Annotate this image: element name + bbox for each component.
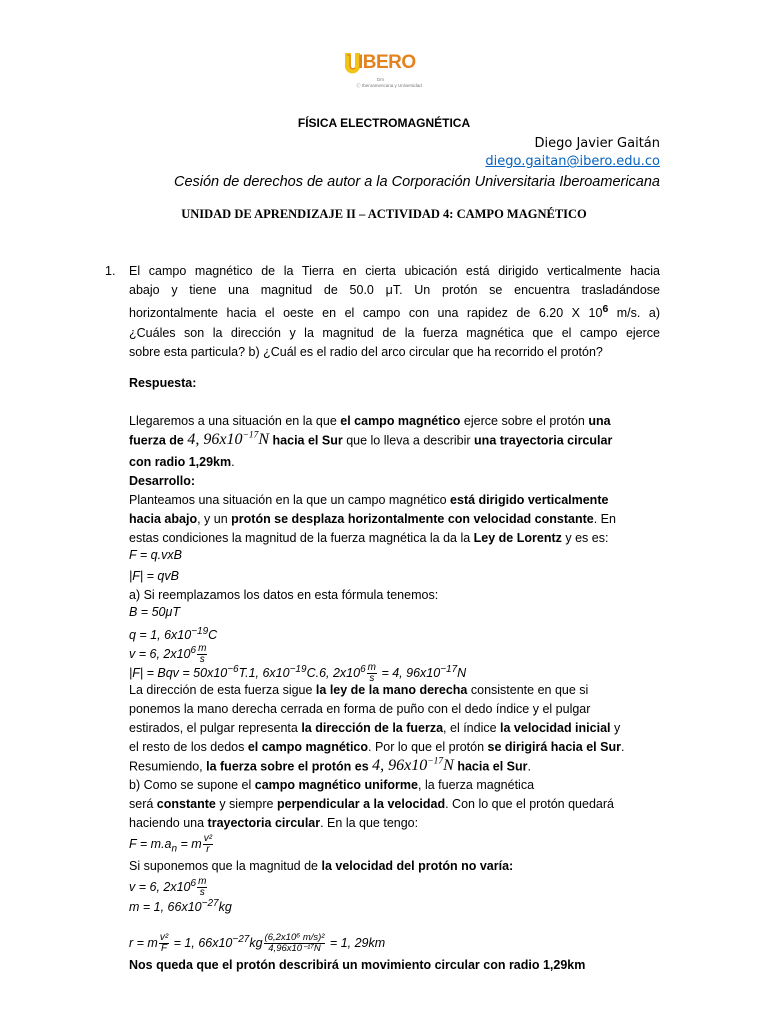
force-value: 4, $96x10^{-17}N$ [187,431,270,449]
author-email-link[interactable]: diego.gaitan@ibero.edu.co [485,154,660,169]
conclusion-line: Nos queda que el protón describirá un movimiento circular con radio 1,29km [129,958,586,972]
direction-line: estirados, el pulgar representa la dirección de la fuerza, el índice la velocidad inicial y [129,721,621,735]
part-a-intro: a) Si reemplazamos los datos en esta fórmula tenemos: [129,588,439,602]
equation-v2: v = 6, $2x10^6$ $\frac{m}{s}$ [129,876,207,899]
question-line: sobre esta particula? b) ¿Cuál es el radio del arco circular que ha recorrido el protón? [129,344,603,359]
course-title: FÍSICA ELECTROMAGNÉTICA [297,116,471,130]
equation-radius: r = m $\frac{\text{v²}}{F}$ = 1, $66x10^{-27}kg$ $\frac{\text{(6,2x10⁶ m/s)²}}{\text{4,96x10⁻¹⁷N}}$ = 1, 29km [129,932,386,955]
copyright-notice: Cesión de derechos de autor a la Corporación Universitaria Iberoamericana [173,174,660,190]
logo-tagline: Ⓒ Iberoamericana y Universidad [356,83,422,88]
answer-line: fuerza de 4, $96x10^{-17}N$ hacia el Sur que lo lleva a describir una trayectoria circular [129,431,613,449]
logo-subtext: Dm [377,77,384,82]
equation-newton: $F = m.a_n = m$ $\frac{\text{v²}}{r}$ [129,833,213,856]
answer-line: Llegaremos a una situación en la que el campo magnético ejerce sobre el protón una [129,414,611,428]
author-name: Diego Javier Gaitán [534,136,660,151]
summary-line: Resumiendo, la fuerza sobre el protón es 4, $96x10^{-17}N$ hacia el Sur. [129,757,531,775]
question-text [129,262,660,362]
assumption-line: Si suponemos que la magnitud de la velocidad del protón no varía: [129,859,514,873]
unit-title: UNIDAD DE APRENDIZAJE II – ACTIVIDAD 4: CAMPO MAGNÉTICO [181,207,587,221]
equation-q: q = 1, $6x10^{-19}C$ [129,626,218,643]
question-line: horizontalmente hacia el oeste en el campo con una rapidez de 6.20 X $10^6$ m/s. a) [129,304,661,321]
equation-b: B = 50μT [129,605,180,619]
equation-force-result: |F| = Bqv = $50x10^{-6}T.1$, $6x10^{-19}C.6$, $2x10^6$ $\frac{m}{s}$ = 4, $96x10^{-17}N$ [129,662,467,685]
question-line: abajo y tiene una magnitud de 50.0 μT. Un protón se encuentra trasladándose [129,283,660,298]
equation-lorentz: F = q.vxB [129,548,182,562]
ibero-logo [344,50,424,100]
question-line: ¿Cuáles son la dirección y la magnitud de la fuerza magnética que el campo ejerce [129,325,660,340]
part-b-line: b) Como se supone el campo magnético uniforme, la fuerza magnética [129,778,535,792]
development-label: Desarrollo: [129,474,195,488]
equation-v: v = 6, $2x10^6$ $\frac{m}{s}$ [129,643,207,666]
part-b-line: será constante y siempre perpendicular a la velocidad. Con lo que el protón quedará [129,797,614,811]
direction-line: ponemos la mano derecha cerrada en forma de puño con el dedo índice y el pulgar [129,702,591,716]
development-line: hacia abajo, y un protón se desplaza horizontalmente con velocidad constante. En [129,512,616,526]
answer-label: Respuesta: [129,376,197,390]
equation-magnitude: |F| = qvB [129,569,179,583]
question-line: El campo magnético de la Tierra en cierta ubicación está dirigido verticalmente hacia [129,264,660,278]
equation-mass: m = 1, $66x10^{-27}kg$ [129,898,232,915]
direction-line: La dirección de esta fuerza sigue la ley de la mano derecha consistente en que si [129,683,589,697]
direction-line: el resto de los dedos el campo magnético. Por lo que el protón se dirigirá hacia el Sur. [129,740,625,754]
logo-text: IBERO [358,52,416,73]
question-number: 1. [105,264,116,278]
development-line: estas condiciones la magnitud de la fuerza magnética la da la Ley de Lorentz y es es: [129,531,609,545]
development-line: Planteamos una situación en la que un campo magnético está dirigido verticalmente [129,493,609,507]
answer-line: con radio 1,29km. [129,455,235,469]
part-b-line: haciendo una trayectoria circular. En la que tengo: [129,816,419,830]
